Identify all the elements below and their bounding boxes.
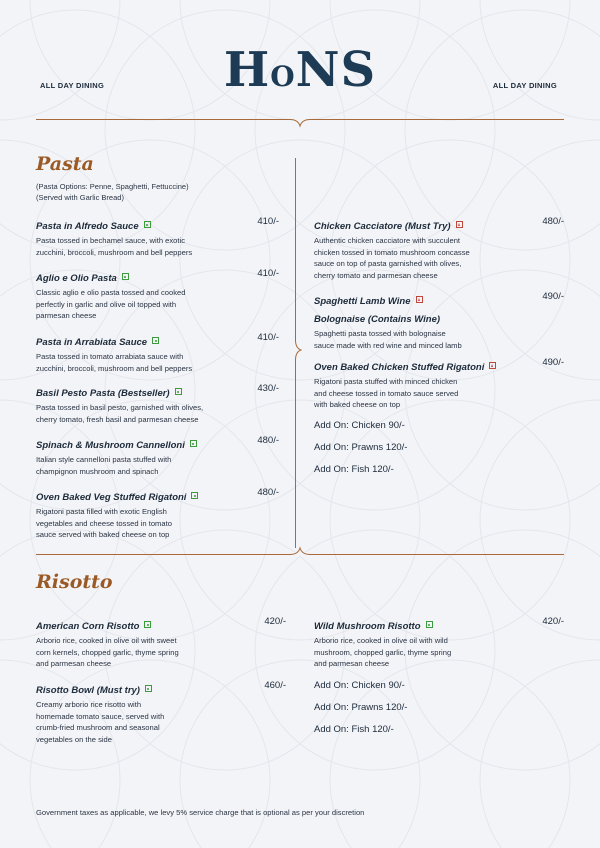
addon-fish: Add On: Fish 120/- xyxy=(314,724,394,735)
menu-item: Spaghetti Lamb Wine 490/- Bolognaise (Contains Wine) Spaghetti pasta tossed with bolognaise sauce made with red wine and minced lamb xyxy=(314,291,564,350)
veg-icon xyxy=(152,337,159,344)
menu-item: Basil Pesto Pasta (Bestseller) 430/- Pasta tossed in basil pesto, garnished with olives, cherry tomato, fresh basil and parmesan cheese xyxy=(36,383,279,424)
column-divider-notch xyxy=(290,340,302,360)
veg-icon xyxy=(426,621,433,628)
veg-icon xyxy=(144,621,151,628)
header-divider-notch xyxy=(290,117,310,129)
nonveg-icon xyxy=(489,362,496,369)
all-day-dining-label-right: ALL DAY DINING xyxy=(492,81,557,90)
veg-icon xyxy=(122,273,129,280)
tax-footer-note: Government taxes as applicable, we levy 5% service charge that is optional as per your discretion xyxy=(36,808,365,817)
pasta-title: Pasta xyxy=(36,153,94,175)
menu-item: Aglio e Olio Pasta 410/- Classic aglio e olio pasta tossed and cooked perfectly in garlic and olive oil topped with parmesan cheese xyxy=(36,268,279,320)
menu-item: Pasta in Alfredo Sauce 410/- Pasta tossed in bechamel sauce, with exotic zucchini, broccoli, mushroom and bell peppers xyxy=(36,216,279,257)
veg-icon xyxy=(175,388,182,395)
veg-icon xyxy=(144,221,151,228)
pasta-options: (Pasta Options: Penne, Spaghetti, Fettuccine) (Served with Garlic Bread) xyxy=(36,182,189,202)
menu-item: Chicken Cacciatore (Must Try) 480/- Authentic chicken cacciatore with succulent chicken tossed in tomato mushroom concasse sauce on top of pasta garnished with olives, cherry tomato and parmesan cheese xyxy=(314,216,564,280)
all-day-dining-label-left: ALL DAY DINING xyxy=(40,81,105,90)
addon-chicken: Add On: Chicken 90/- xyxy=(314,420,405,431)
veg-icon xyxy=(145,685,152,692)
menu-item: Spinach & Mushroom Cannelloni 480/- Italian style cannelloni pasta stuffed with champignon mushroom and spinach xyxy=(36,435,279,476)
veg-icon xyxy=(190,440,197,447)
nonveg-icon xyxy=(416,296,423,303)
menu-item: Oven Baked Veg Stuffed Rigatoni 480/- Rigatoni pasta filled with exotic English vegetables and cheese tossed in tomato sauce served with baked cheese on top xyxy=(36,487,279,539)
section-divider-notch xyxy=(290,546,310,558)
menu-item: Wild Mushroom Risotto 420/- Arborio rice, cooked in olive oil with wild mushroom, chopped garlic, thyme spring and parmesan cheese xyxy=(314,616,564,668)
nonveg-icon xyxy=(456,221,463,228)
menu-item: Pasta in Arrabiata Sauce 410/- Pasta tossed in tomato arrabiata sauce with zucchini, broccoli, mushroom and bell peppers xyxy=(36,332,279,373)
addon-prawns: Add On: Prawns 120/- xyxy=(314,442,408,453)
addon-chicken: Add On: Chicken 90/- xyxy=(314,680,405,691)
menu-item: American Corn Risotto 420/- Arborio rice, cooked in olive oil with sweet corn kernels, chopped garlic, thyme spring and parmesan cheese xyxy=(36,616,286,668)
addon-prawns: Add On: Prawns 120/- xyxy=(314,702,408,713)
menu-item: Oven Baked Chicken Stuffed Rigatoni 490/- Rigatoni pasta stuffed with minced chicken and cheese tossed in tomato sauce served with baked cheese on top xyxy=(314,357,564,409)
hons-logo: HONS xyxy=(223,42,377,98)
risotto-title: Risotto xyxy=(36,571,113,593)
addon-fish: Add On: Fish 120/- xyxy=(314,464,394,475)
veg-icon xyxy=(191,492,198,499)
menu-item: Risotto Bowl (Must try) 460/- Creamy arborio rice risotto with homemade tomato sauce, served with crumb-fried mushroom and seasonal vegetables on the side xyxy=(36,680,286,744)
